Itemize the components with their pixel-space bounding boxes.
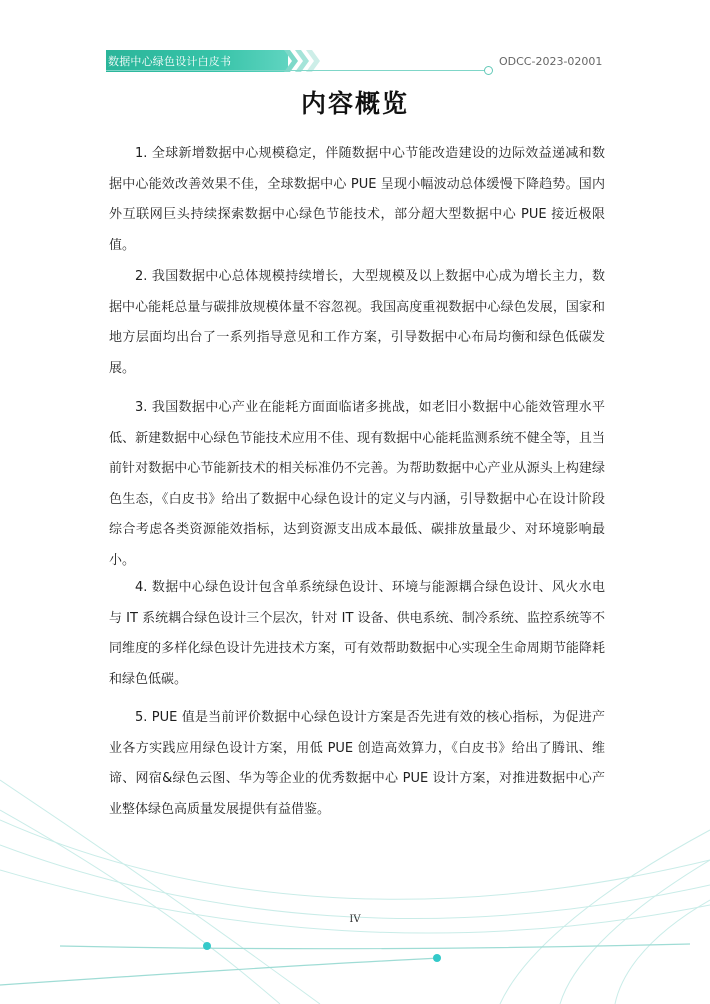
paragraph-4: 4. 数据中心绿色设计包含单系统绿色设计、环境与能源耦合绿色设计、风火水电与 IT 系统耦合绿色设计三个层次，针对 IT 设备、供电系统、制冷系统、监控系统等不同维度的多样化绿色设计先进技术方案，可有效帮助数据中心实现全生命周期节能降耗和绿色低碳。 [109,580,605,687]
paragraph-2: 2. 我国数据中心总体规模持续增长，大型规模及以上数据中心成为增长主力，数据中心能耗总量与碳排放规模体量不容忽视。我国高度重视数据中心绿色发展，国家和地方层面均出台了一系列指导意见和工作方案，引导数据中心布局均衡和绿色低碳发展。 [109,269,605,376]
deco-dot-left [203,942,211,950]
page-title: 内容概览 [300,89,409,118]
paragraph-3: 3. 我国数据中心产业在能耗方面面临诸多挑战，如老旧小数据中心能效管理水平低、新建数据中心绿色节能技术应用不佳、现有数据中心能耗监测系统不健全等，且当前针对数据中心节能新技术的相关标准仍不完善。为帮助数据中心产业从源头上构建绿色生态，《白皮书》给出了数据中心绿色设计的定义与内涵，引导数据中心在设计阶段综合考虑各类资源能效指标，达到资源支出成本最低、碳排放量最少、对环境影响最小。 [109,400,605,568]
header-doc-code: ODCC-2023-02001 [499,55,603,68]
page-number: IV [349,914,361,925]
deco-dot-right [433,954,441,962]
header-doc-name: 数据中心绿色设计白皮书 [108,55,232,68]
paragraph-5: 5. PUE 值是当前评价数据中心绿色设计方案是否先进有效的核心指标，为促进产业各方实践应用绿色设计方案，用低 PUE 创造高效算力，《白皮书》给出了腾讯、维谛、网宿&绿色云图、华为等企业的优秀数据中心 PUE 设计方案，对推进数据中心产业整体绿色高质量发展提供有益借鉴。 [109,710,605,817]
paragraph-1: 1. 全球新增数据中心规模稳定，伴随数据中心节能改造建设的边际效益递减和数据中心能效改善效果不佳，全球数据中心 PUE 呈现小幅波动总体缓慢下降趋势。国内外互联网巨头持续探索数据中心绿色节能技术，部分超大型数据中心 PUE 接近极限值。 [109,146,605,253]
